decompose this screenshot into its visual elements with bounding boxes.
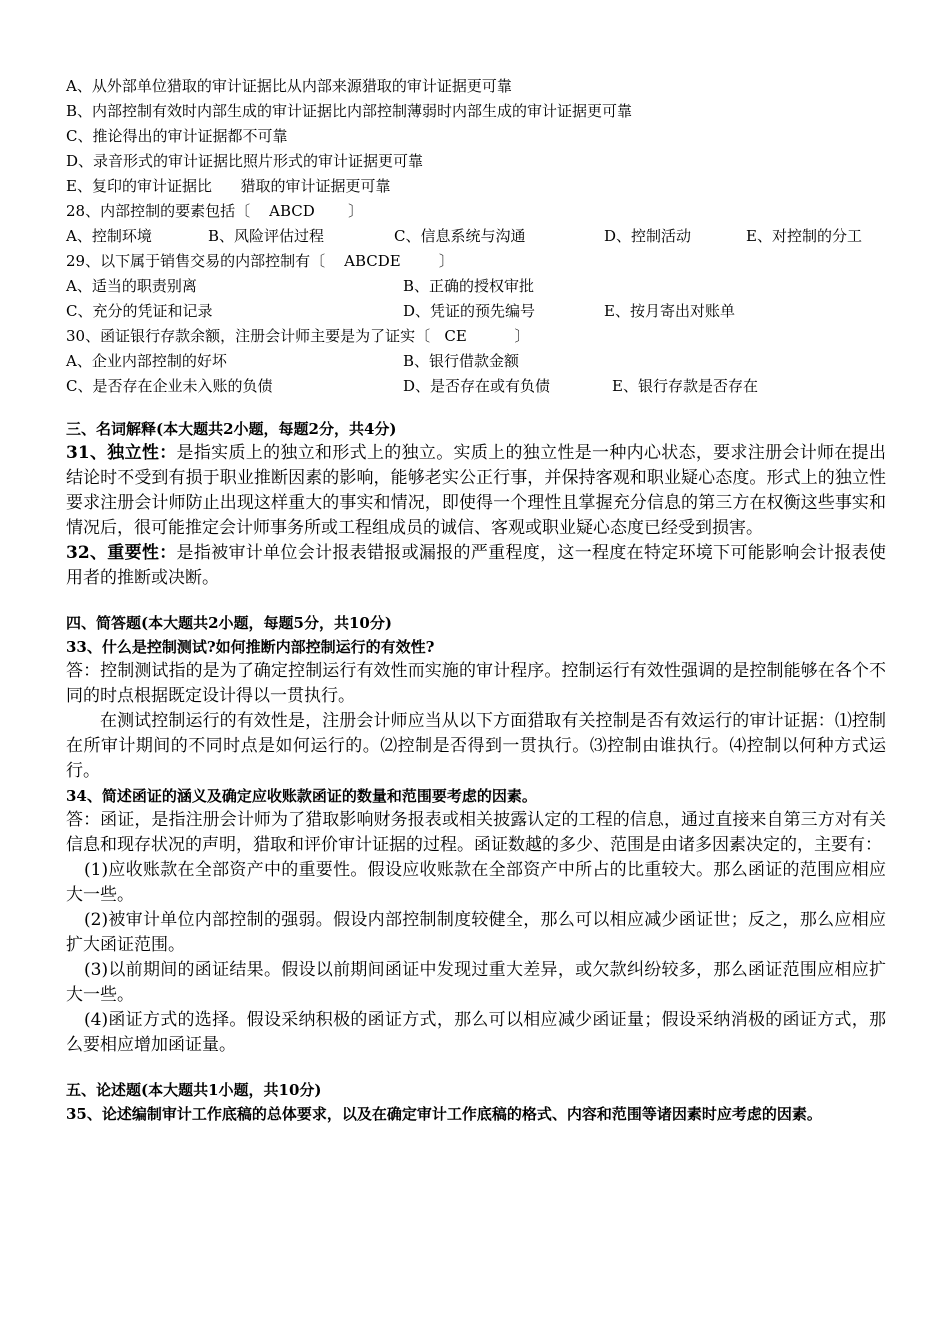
q30-options-row1 bbox=[66, 349, 886, 374]
q31-text: 是指实质上的独立和形式上的独立。实质上的独立性是一种内心状态，要求注册会计师在提出结论时不受到有损于职业推断因素的影响，能够老实公正行事，并保持客观和职业疑心态度。形式上的独立性要求注册会计师防止出现这样重大的事实和情况，即使得一个理性且掌握充分信息的第三方在权衡这些事实和情况后，很可能推定会计师事务所或工程组成员的诚信、客观或职业疑心态度已经受到损害。 bbox=[66, 443, 886, 538]
q32-text: 是指被审计单位会计报表错报或漏报的严重程度，这一程度在特定环境下可能影响会计报表使用者的推断或决断。 bbox=[66, 543, 886, 588]
q30-option-b: B、银行借款金额 bbox=[403, 352, 520, 370]
q28-stem: 28、内部控制的要素包括〔 ABCD 〕 bbox=[66, 202, 364, 220]
exam-page bbox=[66, 74, 886, 1126]
q28-options bbox=[66, 224, 886, 249]
q27-option-a: A、从外部单位猎取的审计证据比从内部来源猎取的审计证据更可靠 bbox=[66, 77, 512, 95]
q29-stem: 29、以下属于销售交易的内部控制有〔 ABCDE 〕 bbox=[66, 252, 454, 270]
q28-option-b: B、风险评估过程 bbox=[208, 227, 325, 245]
q32-definition bbox=[66, 541, 886, 591]
q30-option-c: C、是否存在企业未入账的负债 bbox=[66, 377, 273, 395]
q34-answer-5: (4)函证方式的选择。假设采纳积极的函证方式，那么可以相应减少函证量；假设采纳消极的函证方式，那么要相应增加函证量。 bbox=[66, 1010, 886, 1055]
q27-option-d: D、录音形式的审计证据比照片形式的审计证据更可靠 bbox=[66, 152, 424, 170]
q33-answer-2: 在测试控制运行的有效性是，注册会计师应当从以下方面猎取有关控制是否有效运行的审计证据：⑴控制在所审计期间的不同时点是如何运行的。⑵控制是否得到一贯执行。⑶控制由谁执行。⑷控制以何种方式运行。 bbox=[66, 711, 886, 781]
section-4-title: 四、简答题(本大题共2小题，每题5分，共10分) bbox=[66, 614, 392, 632]
q28-option-e: E、对控制的分工 bbox=[746, 227, 862, 245]
q30-option-d: D、是否存在或有负债 bbox=[403, 377, 551, 395]
q27-option-b: B、内部控制有效时内部生成的审计证据比内部控制薄弱时内部生成的审计证据更可靠 bbox=[66, 102, 633, 120]
q31-term: 31、独立性： bbox=[66, 443, 177, 463]
q27-option-e: E、复印的审计证据比 猎取的审计证据更可靠 bbox=[66, 177, 391, 195]
q34-question: 34、简述函证的涵义及确定应收账款函证的数量和范围要考虑的因素。 bbox=[66, 787, 537, 805]
q28-option-a: A、控制环境 bbox=[66, 227, 152, 245]
q28-option-c: C、信息系统与沟通 bbox=[394, 227, 526, 245]
q30-stem: 30、函证银行存款余额，注册会计师主要是为了证实〔 CE 〕 bbox=[66, 327, 530, 345]
q29-option-b: B、正确的授权审批 bbox=[403, 277, 535, 295]
q35-question: 35、论述编制审计工作底稿的总体要求，以及在确定审计工作底稿的格式、内容和范围等诸因素时应考虑的因素。 bbox=[66, 1105, 822, 1123]
q29-option-e: E、按月寄出对账单 bbox=[604, 302, 735, 320]
q29-option-a: A、适当的职责别离 bbox=[66, 277, 197, 295]
q30-options-row2 bbox=[66, 374, 886, 399]
q34-answer-4: (3)以前期间的函证结果。假设以前期间函证中发现过重大差异，或欠款纠纷较多，那么函证范围应相应扩大一些。 bbox=[66, 960, 886, 1005]
q34-answer-1: 答：函证，是指注册会计师为了猎取影响财务报表或相关披露认定的工程的信息，通过直接来自第三方对有关信息和现存状况的声明，猎取和评价审计证据的过程。函证数越的多少、范围是由诸多因素决定的，主要有： bbox=[66, 810, 886, 855]
q29-options-row1 bbox=[66, 274, 886, 299]
q29-option-d: D、凭证的预先编号 bbox=[403, 302, 536, 320]
q31-definition bbox=[66, 441, 886, 541]
section-5-title: 五、论述题(本大题共1小题，共10分) bbox=[66, 1081, 322, 1099]
q34-answer-2: (1)应收账款在全部资产中的重要性。假设应收账款在全部资产中所占的比重较大。那么函证的范围应相应大一些。 bbox=[66, 860, 886, 905]
q30-option-a: A、企业内部控制的好坏 bbox=[66, 352, 227, 370]
q29-option-c: C、充分的凭证和记录 bbox=[66, 302, 213, 320]
q28-option-d: D、控制活动 bbox=[604, 227, 692, 245]
q34-answer-3: (2)被审计单位内部控制的强弱。假设内部控制制度较健全，那么可以相应减少函证世；反之，那么应相应扩大函证范围。 bbox=[66, 910, 886, 955]
q29-options-row2 bbox=[66, 299, 886, 324]
q33-question: 33、什么是控制测试?如何推断内部控制运行的有效性? bbox=[66, 638, 435, 656]
q30-option-e: E、银行存款是否存在 bbox=[612, 377, 758, 395]
q27-option-c: C、推论得出的审计证据都不可靠 bbox=[66, 127, 288, 145]
q32-term: 32、重要性： bbox=[66, 543, 177, 563]
section-3-title: 三、名词解释(本大题共2小题，每题2分，共4分) bbox=[66, 420, 397, 438]
q33-answer-1: 答：控制测试指的是为了确定控制运行有效性而实施的审计程序。控制运行有效性强调的是控制能够在各个不同的时点根据既定设计得以一贯执行。 bbox=[66, 661, 886, 706]
